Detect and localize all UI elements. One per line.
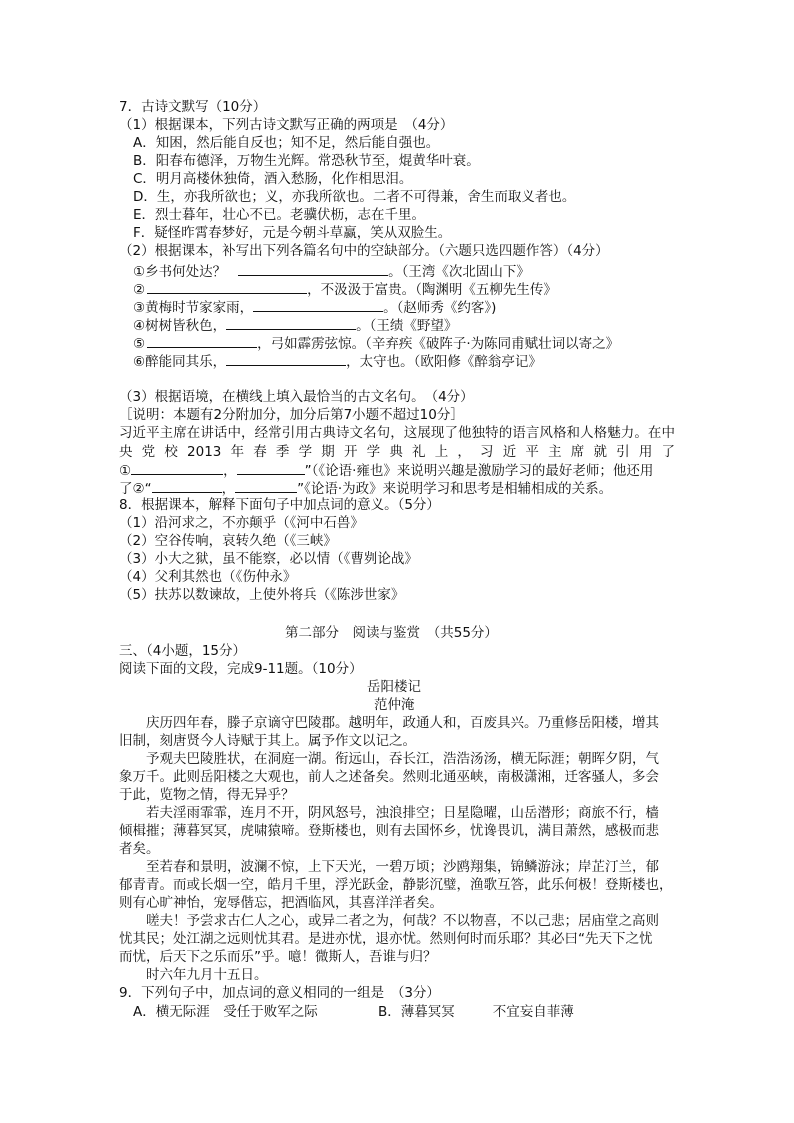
q7-part3-stem: （3）根据语境，在横线上填入最恰当的古文名句。 （4分） <box>119 389 474 405</box>
fill-item-2-pre: ② <box>133 282 146 298</box>
passage-line: 旧制，刻唐贤今人诗赋于其上。属予作文以记之。 <box>119 733 416 749</box>
q8-item-5: （5）扶苏以数谏故，上使外将兵（《陈涉世家》 <box>119 587 405 603</box>
fill-item-1-post: 。（王湾《次北固山下》 <box>388 264 530 280</box>
q7-option-e: E．烈士暮年，壮心不已。老骥伏枥，志在千里。 <box>133 207 426 223</box>
passage-line: 者矣。 <box>119 841 160 857</box>
q9-option-b <box>378 1003 574 1022</box>
q7-part3-paragraph: 习近平主席在讲话中，经常引用古典诗文名句，这展现了他独特的语言风格和人格魅力。在中央党校2013年春季学期开学典礼上，习近平主席就引用了 <box>119 425 675 460</box>
q9-option-b-extra: 不宜妄自菲薄 <box>492 1004 574 1020</box>
fill-item-6-pre: ⑥醉能同其乐， <box>133 354 227 370</box>
fill-item-6 <box>133 351 542 372</box>
fill-blank-6[interactable] <box>226 351 346 366</box>
q7-option-a: A．知困，然后能自反也；知不足，然后能自强也。 <box>133 135 440 151</box>
section-three: 三、（4小题，15分） <box>119 643 247 659</box>
q8-item-3: （3）小大之狱，虽不能察，必以情（《曹刿论战》 <box>119 551 418 567</box>
fill-item-4-pre: ④树树皆秋色， <box>133 318 227 334</box>
q7-part2-stem: （2）根据课本，补写出下列各篇名句中的空缺部分。（六题只选四题作答）（4分） <box>119 243 609 259</box>
passage-line: 予观夫巴陵胜状，在洞庭一湖。衔远山，吞长江，浩浩汤汤，横无际涯；朝晖夕阴，气 <box>119 751 659 767</box>
q7-title: 7．古诗文默写（10分） <box>119 99 267 115</box>
q7-part3-line4-a: 了②“ <box>119 481 152 497</box>
q7-option-d: D．生，亦我所欲也；义，亦我所欲也。二者不可得兼，舍生而取义者也。 <box>133 189 576 205</box>
q7-part3-line4-b: ， <box>221 481 236 497</box>
passage-line: 时六年九月十五日。 <box>119 967 268 983</box>
passage-line: 象万千。此则岳阳楼之大观也，前人之述备矣。然则北通巫峡，南极潇湘，迁客骚人，多会 <box>119 769 659 785</box>
passage-line: 倾楫摧；薄暮冥冥，虎啸猿啼。登斯楼也，则有去国怀乡，忧谗畏讥，满目萧然，感极而悲 <box>119 823 659 839</box>
part-two-heading: 第二部分 阅读与鉴赏 （共55分） <box>285 625 498 641</box>
quote-blank-1b[interactable] <box>237 460 305 475</box>
passage-line: 则有心旷神怡，宠辱偕忘，把酒临风，其喜洋洋者矣。 <box>119 895 443 911</box>
fill-blank-1[interactable] <box>238 261 388 276</box>
fill-blank-4[interactable] <box>226 315 356 330</box>
quote-blank-2a[interactable] <box>152 478 222 493</box>
q7-part3-line3-c: ”（《论语·雍也》来说明兴趣是激励学习的最好老师；他还用 <box>304 463 654 479</box>
q9-option-b-label: B．薄暮冥冥 <box>378 1004 455 1020</box>
fill-blank-3[interactable] <box>253 297 383 312</box>
q7-part3-note: ［说明：本题有2分附加分，加分后第7小题不超过10分］ <box>119 407 464 423</box>
q8-item-2: （2）空谷传响，哀转久绝（《三峡》 <box>119 533 337 549</box>
q8-stem: 8．根据课本，解释下面句子中加点词的意义。（5分） <box>119 497 440 513</box>
passage-line: 忧其民；处江湖之远则忧其君。是进亦忧，退亦忧。然则何时而乐耶？其必曰“先天下之忧 <box>119 931 653 947</box>
fill-item-4-post: 。（王绩《野望》 <box>356 318 458 334</box>
passage-author: 范仲淹 <box>374 697 415 713</box>
quote-blank-2b[interactable] <box>235 478 297 493</box>
fill-item-6-post: ，太守也。（欧阳修《醉翁亭记》 <box>346 354 542 370</box>
q7-part1-stem: （1）根据课本，下列古诗文默写正确的两项是 （4分） <box>119 117 454 133</box>
q7-part3-line3-b: ， <box>223 463 237 479</box>
passage-line: 而忧，后天下之乐而乐”乎。噫！微斯人，吾谁与归？ <box>119 949 437 965</box>
q9-option-a: A．横无际涯 受任于败军之际 <box>133 1004 318 1020</box>
q7-option-f: F．疑怪昨霄春梦好，元是今朝斗草赢，笑从双脸生。 <box>133 225 452 241</box>
fill-item-5-pre: ⑤ <box>133 336 146 352</box>
passage-line: 若夫淫雨霏霏，连月不开，阴风怒号，浊浪排空；日星隐曜，山岳潜形；商旅不行，樯 <box>119 805 659 821</box>
passage-line: 郁青青。而或长烟一空，皓月千里，浮光跃金，静影沉璧，渔歌互答，此乐何极！登斯楼也， <box>119 877 673 893</box>
passage-line: 庆历四年春，滕子京谪守巴陵郡。越明年，政通人和，百废具兴。乃重修岳阳楼，增其 <box>119 715 659 731</box>
q7-option-b: B．阳春布德泽，万物生光辉。常恐秋节至，焜黄华叶衰。 <box>133 153 480 169</box>
fill-blank-2[interactable] <box>147 279 307 294</box>
fill-item-2-post: ，不汲汲于富贵。（陶渊明《五柳先生传》 <box>307 282 557 298</box>
q8-item-4: （4）父利其然也（《伤仲永》 <box>119 569 297 585</box>
fill-item-1-pre: ①乡书何处达？ <box>133 264 227 280</box>
reading-intro: 阅读下面的文段，完成9-11题。（10分） <box>119 661 363 677</box>
fill-blank-5[interactable] <box>147 333 257 348</box>
q7-option-c: C．明月高楼休独倚，酒入愁肠，化作相思泪。 <box>133 171 413 187</box>
passage-line: 嗟夫！予尝求古仁人之心，或异二者之为，何哉？不以物喜，不以己悲；居庙堂之高则 <box>119 913 659 929</box>
quote-blank-1a[interactable] <box>131 460 223 475</box>
fill-item-3-pre: ③黄梅时节家家雨， <box>133 300 254 316</box>
passage-title: 岳阳楼记 <box>367 679 421 695</box>
fill-item-5-post: ，弓如霹雳弦惊。（辛弃疾《破阵子·为陈同甫赋壮词以寄之》 <box>257 336 620 352</box>
passage-line: 至若春和景明，波澜不惊，上下天光，一碧万顷；沙鸥翔集，锦鳞游泳；岸芷汀兰，郁 <box>119 859 659 875</box>
q8-item-1: （1）沿河求之，不亦颠乎（《河中石兽》 <box>119 515 364 531</box>
passage-line: 于此，览物之情，得无异乎？ <box>119 787 295 803</box>
q7-part3-line3-a: ① <box>119 463 132 479</box>
q7-part3-line4-c: ”《论语·为政》来说明学习和思考是相辅相成的关系。 <box>297 481 613 497</box>
q9-stem: 9．下列句子中，加点词的意义相同的一组是 （3分） <box>119 985 440 1001</box>
fill-item-3-post: 。（赵师秀《约客》) <box>383 300 497 316</box>
